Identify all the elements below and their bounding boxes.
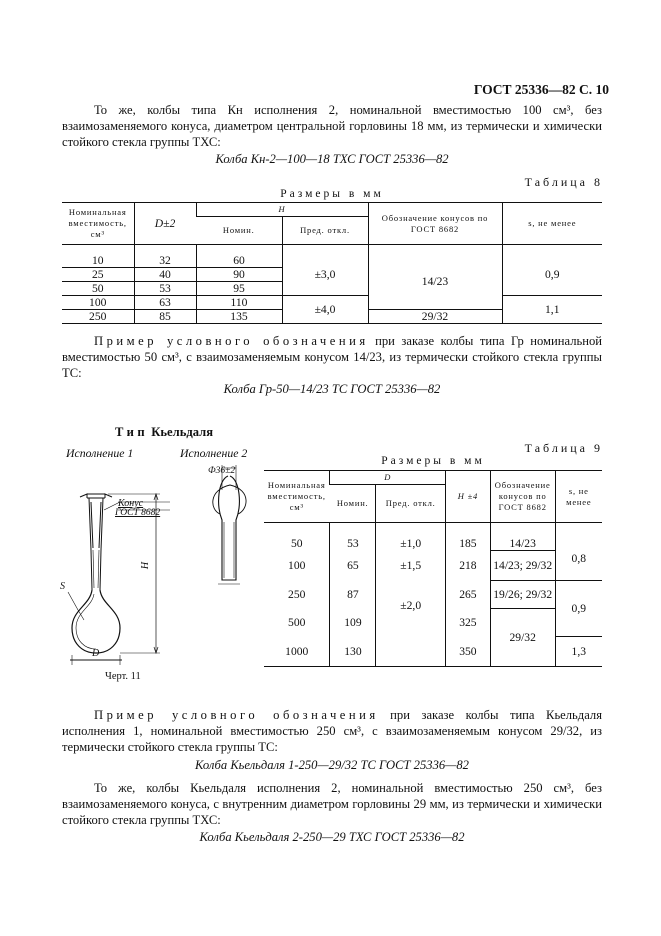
table9-caption: Таблица 9 — [524, 441, 603, 455]
t9-tol-merged: ±2,0 — [376, 581, 446, 667]
type-heading-word: Тип — [115, 425, 149, 439]
table8-caption: Таблица 8 — [524, 175, 603, 189]
figure-caption: Черт. 11 — [105, 671, 141, 682]
t9-s-cell: 1,3 — [555, 637, 602, 667]
type-heading — [115, 425, 213, 440]
t9-cell: 130 — [330, 637, 376, 667]
t8-header-h: H — [196, 203, 368, 217]
t8-cell: 250 — [89, 309, 107, 323]
diameter-d-label: D — [92, 648, 100, 659]
t8-cell: 29/32 — [368, 309, 502, 323]
t8-cell: 32 — [134, 254, 196, 268]
t8-header-nom: Номин. — [196, 217, 282, 245]
diameter-label: Ф36±2 — [208, 466, 236, 476]
page-header: ГОСТ 25336—82 С. 10 — [473, 82, 609, 97]
t9-header-s: s, не менее — [555, 471, 602, 523]
t9-cell: 350 — [446, 637, 491, 667]
t8-cell: 95 — [196, 281, 282, 295]
t9-cell: 53 — [330, 537, 376, 551]
t9-cell: 87 — [330, 581, 376, 609]
formula-gr: Колба Гр-50—14/23 ТС ГОСТ 25336—82 — [223, 382, 441, 396]
t9-cell: 109 — [330, 609, 376, 637]
t8-header-nominal: Номинальная вместимость, см³ — [62, 203, 134, 245]
t9-cell: 19/26; 29/32 — [490, 581, 555, 609]
t8-cone-merged: 14/23 — [368, 254, 502, 310]
example-text: при заказе колбы типа Кьельдаля исполнения 1, номинальной вместимостью 250 см³, с взаимозаменяемым конусом 29/32, из термически стойкого стекла группы ТС: — [62, 708, 602, 754]
example-label: Пример условного обозначения — [94, 708, 379, 722]
table8-dims: Размеры в мм — [280, 188, 384, 200]
execution-1-label: Исполнение 1 — [66, 446, 134, 460]
t9-s-merged: 0,8 — [555, 537, 602, 581]
t8-cell: 90 — [196, 267, 282, 281]
paragraph-kn: То же, колбы типа Кн исполнения 2, номинальной вместимостью 100 см³, без взаимозаменяемого конуса, диаметром центральной горловины 18 мм, из термически и химически стойкого стекла группы ТХС: — [62, 103, 602, 149]
formula-kjeldahl-1: Колба Кьельдаля 1-250—29/32 ТС ГОСТ 25336—82 — [195, 758, 469, 772]
t8-header-tol: Пред. откл. — [282, 217, 368, 245]
execution-2-label: Исполнение 2 — [180, 446, 248, 460]
t9-header-h: H ±4 — [446, 471, 491, 523]
kjeldahl-flask-drawing — [60, 460, 260, 675]
t9-cell: 65 — [330, 551, 376, 581]
table-8 — [62, 202, 602, 324]
t8-cell: 10 — [62, 254, 134, 268]
t8-cell: 50 — [62, 281, 134, 295]
t8-cell: 135 — [196, 309, 282, 323]
table9-dims: Размеры в мм — [381, 455, 485, 467]
t9-s-merged: 0,9 — [555, 581, 602, 637]
t8-header-d: D±2 — [134, 203, 196, 245]
t8-tol-merged: ±3,0 — [282, 254, 368, 296]
table-9 — [264, 470, 602, 667]
formula-kjeldahl-2: Колба Кьельдаля 2-250—29 ТХС ГОСТ 25336—82 — [199, 830, 465, 844]
t8-cell: 85 — [134, 309, 196, 323]
t8-cell: 63 — [134, 295, 196, 309]
t8-cell: 40 — [134, 267, 196, 281]
t8-s-merged: 1,1 — [502, 295, 602, 323]
t9-cell: 14/23 — [490, 537, 555, 551]
height-label: H — [140, 561, 152, 570]
example-text: при заказе колбы типа Гр номинальной вместимостью 50 см³, с взаимозаменяемым конусом 14/23, из термически стойкого стекла группы ТС: — [62, 334, 602, 380]
t9-cell: ±1,5 — [376, 551, 446, 581]
example-gr — [62, 333, 602, 381]
formula-kn: Колба Кн-2—100—18 ТХС ГОСТ 25336—82 — [215, 152, 449, 166]
paragraph-kjeldahl-2: То же, колбы Кьельдаля исполнения 2, номинальной вместимостью 250 см³, без взаимозаменяемого конуса, с внутренним диаметром горловины 29 мм, из термически и химически стойкого стекла группы ТХС: — [62, 781, 602, 827]
type-heading-name: Кьельдаля — [151, 425, 214, 439]
t9-cell: 250 — [288, 588, 306, 601]
t9-cell: 14/23; 29/32 — [490, 551, 555, 581]
t8-header-cone: Обозначение конусов по ГОСТ 8682 — [368, 203, 502, 245]
t9-cell: 500 — [288, 616, 306, 629]
t9-cell: 325 — [446, 609, 491, 637]
example-label: Пример условного обозначения — [94, 334, 369, 348]
t9-header-d: D — [330, 471, 446, 485]
example-kjeldahl — [62, 707, 602, 755]
t9-header-cone: Обозначение конусов по ГОСТ 8682 — [490, 471, 555, 523]
t8-cell: 53 — [134, 281, 196, 295]
t9-cell: 218 — [446, 551, 491, 581]
t8-cell: 60 — [196, 254, 282, 268]
t9-cone-merged: 29/32 — [490, 609, 555, 667]
t9-cell: 185 — [446, 537, 491, 551]
t8-cell: 25 — [62, 267, 134, 281]
t8-cell: 100 — [62, 295, 134, 309]
cone-label: Конус — [118, 498, 144, 509]
t9-cell: 265 — [446, 581, 491, 609]
t9-header-nominal: Номинальная вместимость, см³ — [264, 471, 330, 523]
t9-header-tol: Пред. откл. — [376, 485, 446, 523]
t8-cell: 110 — [196, 295, 282, 309]
t8-header-s: s, не менее — [502, 203, 602, 245]
t8-s-merged: 0,9 — [502, 254, 602, 296]
t9-header-nom: Номин. — [330, 485, 376, 523]
t9-cell: 50 — [290, 537, 303, 550]
t9-cell: 100 — [288, 559, 306, 572]
t9-cell: ±1,0 — [376, 537, 446, 551]
gost-label: ГОСТ 8682 — [115, 508, 161, 518]
t9-cell: 1000 — [285, 644, 309, 658]
thickness-label: S — [60, 581, 65, 592]
t8-tol-merged: ±4,0 — [282, 295, 368, 323]
